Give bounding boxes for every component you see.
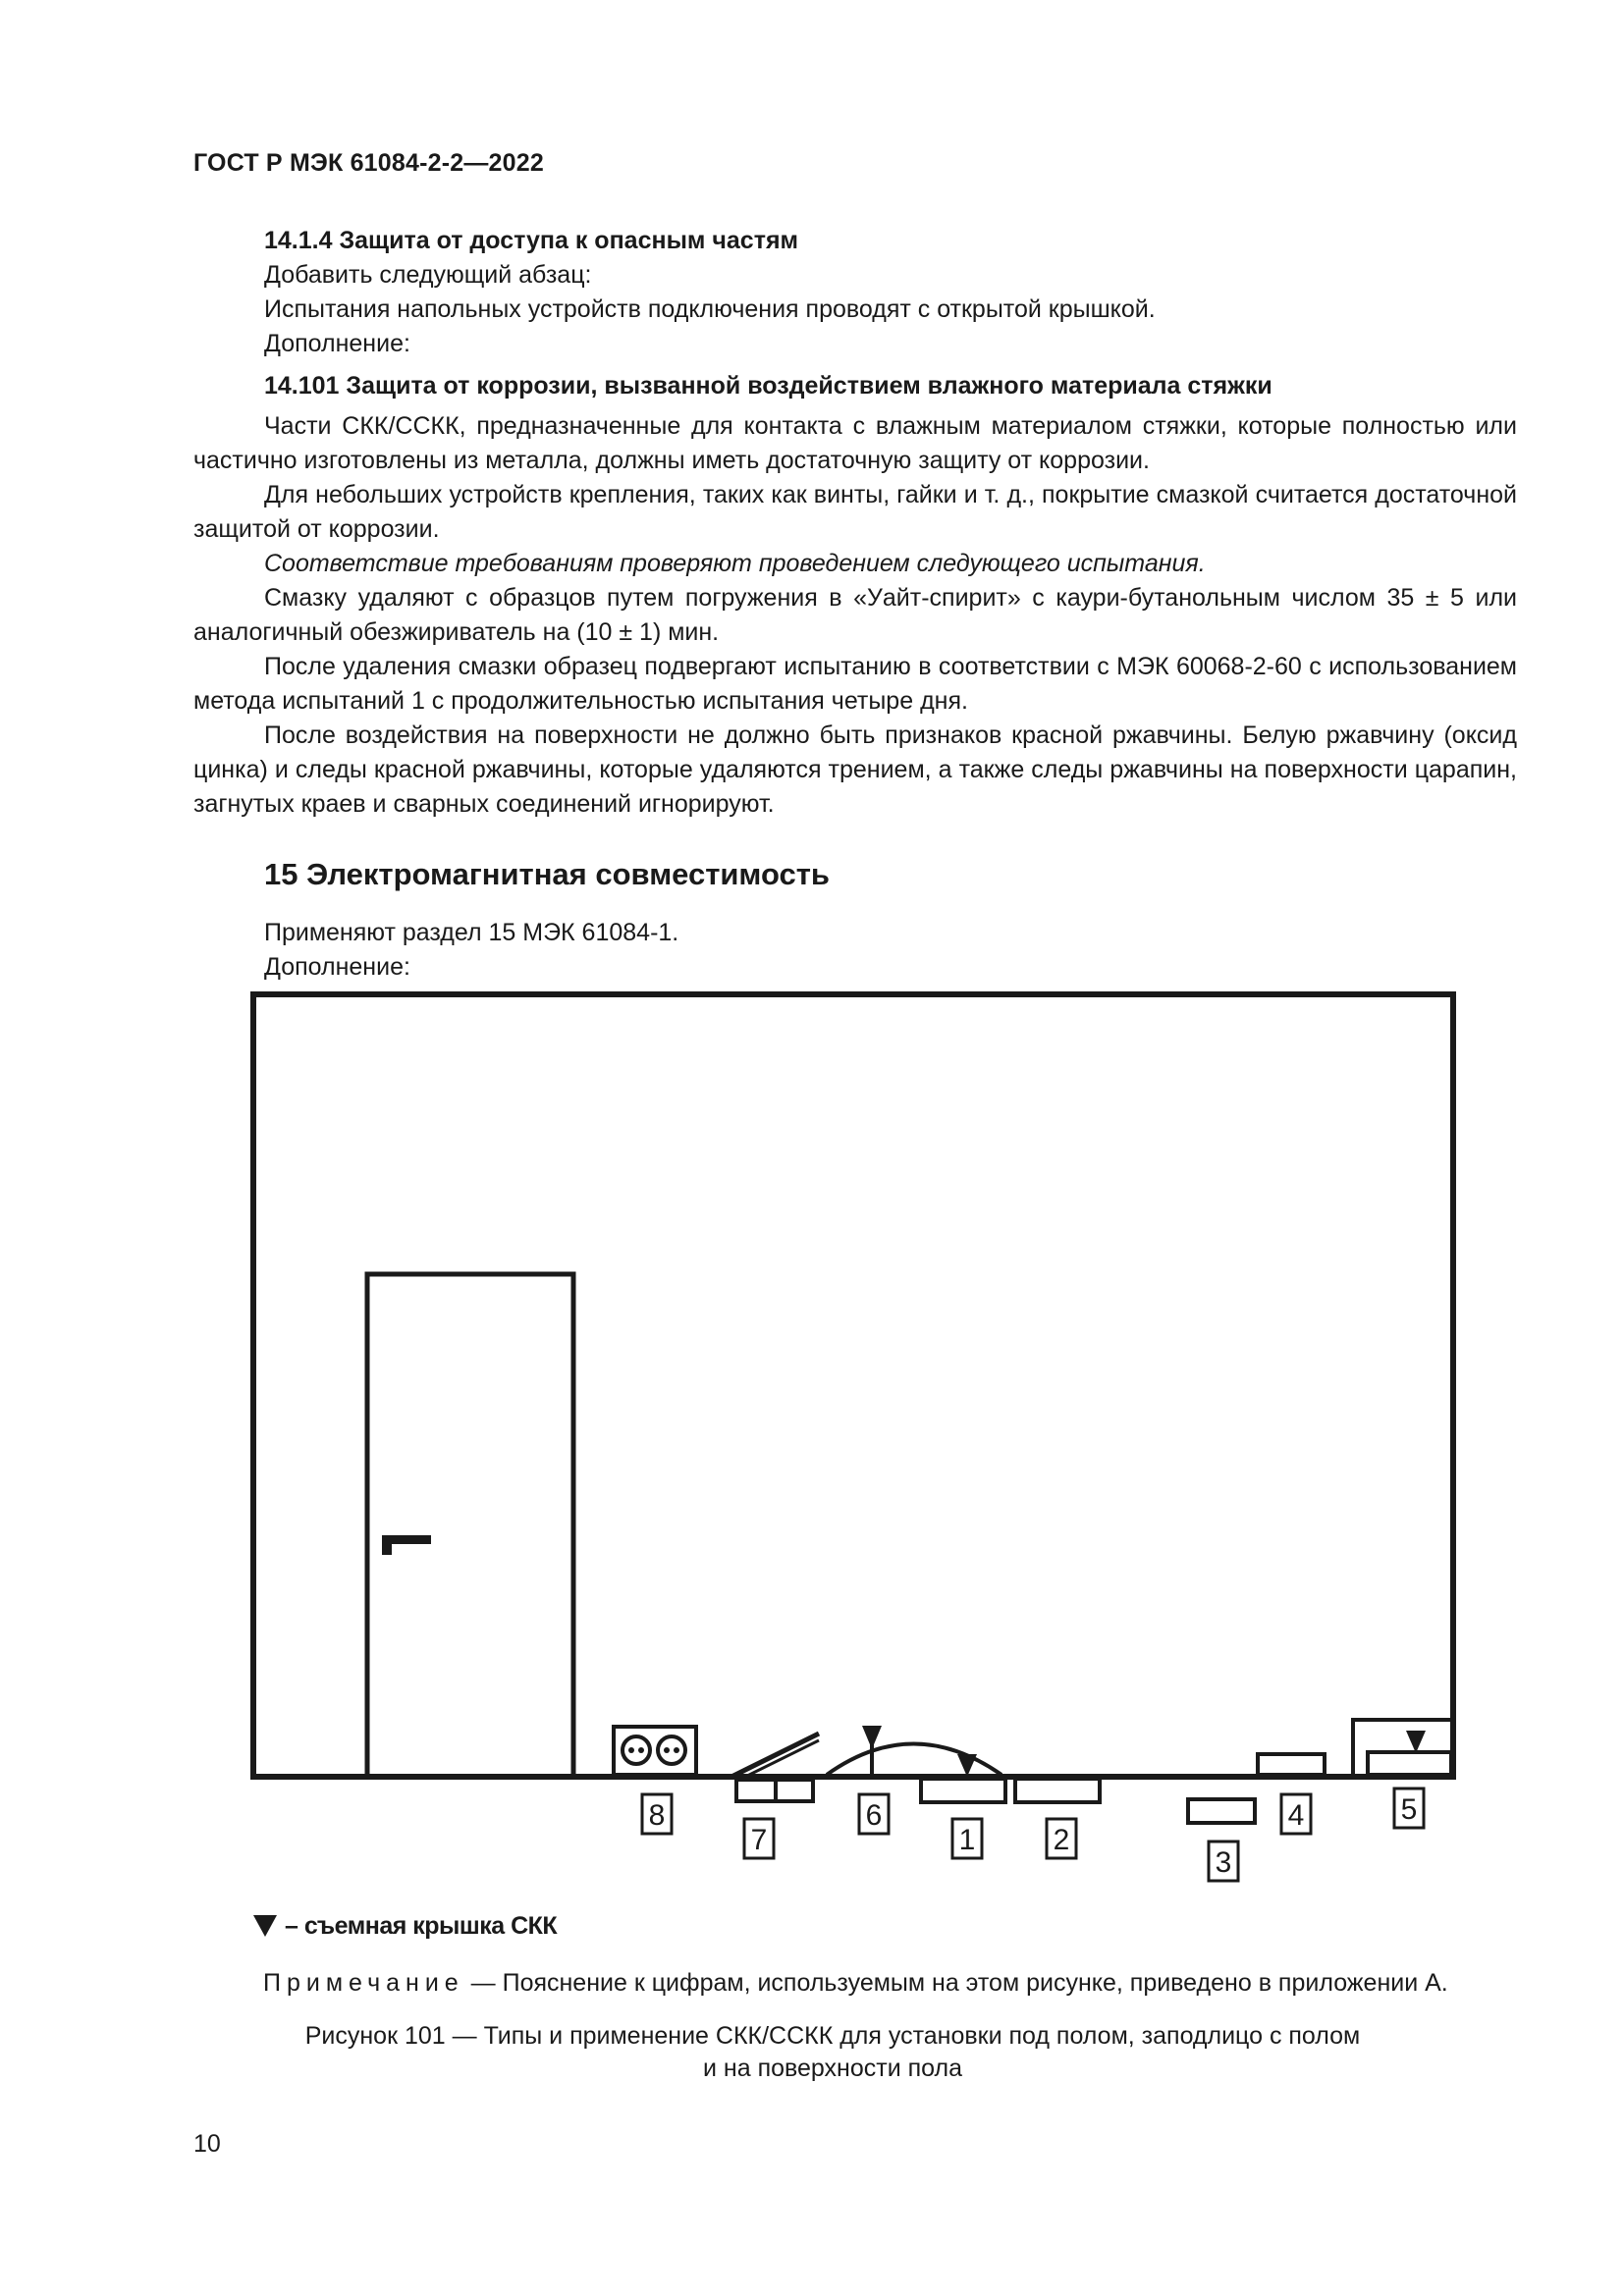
paragraph: После удаления смазки образец подвергают испытанию в соответствии с МЭК 60068-2-60 с использованием метода испытаний 1 с продолжительностью испытания четыре дня.: [193, 653, 1517, 715]
box-4: [1258, 1754, 1325, 1775]
paragraph: Испытания напольных устройств подключения проводят с открытой крышкой.: [264, 295, 1156, 323]
door: [367, 1274, 573, 1777]
box-7: [731, 1734, 819, 1801]
paragraph: Добавить следующий абзац:: [264, 261, 592, 289]
box-2: [1015, 1779, 1100, 1802]
section-15-title: 15 Электромагнитная совместимость: [264, 857, 830, 891]
lid-marker-6: [862, 1726, 882, 1749]
door-handle-stem: [382, 1535, 392, 1555]
paragraph: Применяют раздел 15 МЭК 61084-1.: [264, 919, 679, 946]
socket-pins: [628, 1747, 679, 1753]
label-5: 5: [1400, 1793, 1418, 1826]
legend-text: – съемная крышка СКК: [285, 1912, 558, 1940]
lid-marker-1: [957, 1754, 977, 1777]
box-1: [921, 1779, 1005, 1802]
room-outline: [253, 994, 1453, 1777]
label-8: 8: [648, 1799, 666, 1832]
section-14-1-4-title: 14.1.4 Защита от доступа к опасным частям: [264, 227, 799, 254]
page-number: 10: [193, 2130, 221, 2158]
label-1: 1: [958, 1824, 976, 1856]
section-14-101-title: 14.101 Защита от коррозии, вызванной воздействием влажного материала стяжки: [264, 372, 1272, 400]
triangle-marker-icon: [253, 1915, 277, 1937]
label-7: 7: [750, 1824, 768, 1856]
figure-legend: [253, 1912, 557, 1941]
paragraph: Смазку удаляют с образцов путем погружения в «Уайт-спирит» с каури-бутанольным числом 35 ± 5 или аналогичный обезжириватель на (10 ± 1) мин.: [193, 584, 1517, 646]
paragraph: После воздействия на поверхности не должно быть признаков красной ржавчины. Белую ржавчину (оксид цинка) и следы красной ржавчины, которые удаляются трением, а также следы ржавчины на поверхности царапин, загнутых краев и сварных соединений игнорируют.: [193, 721, 1517, 818]
paragraph: Части СКК/ССКК, предназначенные для контакта с влажным материалом стяжки, которые полностью или частично изготовлены из металла, должны иметь достаточную защиту от коррозии.: [193, 412, 1517, 474]
italic-paragraph: Соответствие требованиям проверяют проведением следующего испытания.: [264, 550, 1206, 577]
box-3: [1188, 1799, 1255, 1823]
figure-caption: [295, 2020, 1371, 2085]
label-2: 2: [1053, 1824, 1070, 1856]
note-text: — Пояснение к цифрам, используемым на этом рисунке, приведено в приложении А.: [463, 1969, 1448, 1997]
figure-note: [263, 1969, 1448, 1998]
paragraph: Для небольших устройств крепления, таких как винты, гайки и т. д., покрытие смазкой считается достаточной защитой от коррозии.: [193, 481, 1517, 543]
paragraph: Дополнение:: [264, 330, 410, 357]
note-label: Примечание: [263, 1969, 464, 1997]
caption-line-2: и на поверхности пола: [703, 2055, 962, 2082]
paragraph: Дополнение:: [264, 953, 410, 981]
document-header: ГОСТ Р МЭК 61084-2-2—2022: [193, 149, 544, 177]
socket-unit-8: [614, 1727, 696, 1775]
label-6: 6: [865, 1799, 883, 1832]
label-3: 3: [1215, 1846, 1232, 1879]
label-4: 4: [1287, 1799, 1305, 1832]
lid-marker-5: [1406, 1731, 1426, 1753]
caption-line-1: Рисунок 101 — Типы и применение СКК/ССКК для установки под полом, заподлицо с полом: [304, 2022, 1361, 2050]
unit-5: [1353, 1720, 1453, 1775]
